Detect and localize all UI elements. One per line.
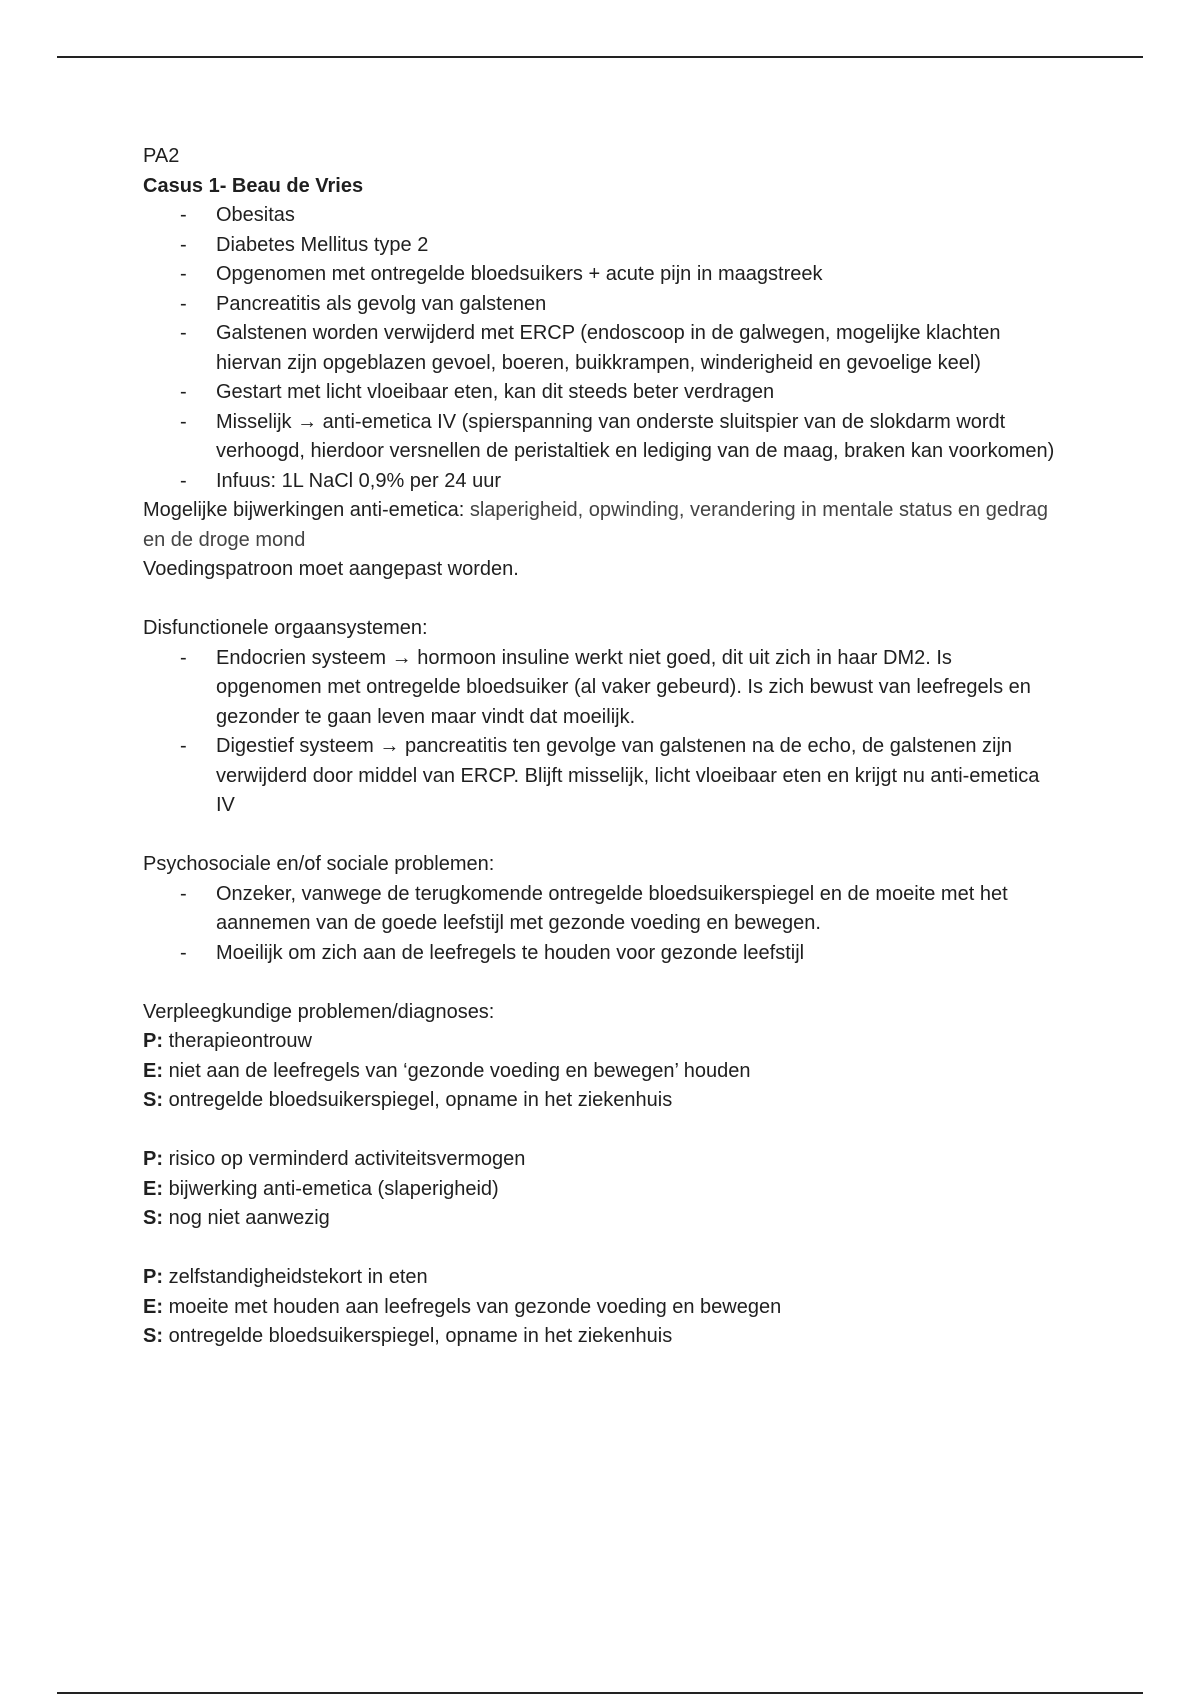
bullet: - bbox=[180, 381, 187, 403]
side-effects-text: slaperigheid, opwinding, verandering in mentale status en gedrag en de droge mond bbox=[143, 499, 1048, 551]
nutrition-note: Voedingspatroon moet aangepast worden. bbox=[143, 558, 519, 580]
spacer bbox=[143, 585, 1063, 615]
list-item: - Obesitas bbox=[143, 201, 1063, 231]
psychosocial-heading: Psychosociale en/of sociale problemen: bbox=[143, 853, 495, 875]
bullet: - bbox=[180, 882, 187, 905]
list-item: - Galstenen worden verwijderd met ERCP (endoscoop in de galwegen, mogelijke klachten hiervan zijn opgeblazen gevoel, boeren, buikkrampen, winderigheid en gevoelige keel) bbox=[143, 319, 1063, 378]
case-list bbox=[143, 201, 1063, 496]
list-item: - Misselijk → anti-emetica IV (spierspanning van onderste sluitspier van de slokdarm wordt verhoogd, hierdoor versnellen de peristaltiek en lediging van de maag, braken kan voorkomen) bbox=[143, 408, 1063, 467]
diagnosis-symptoms: S: nog niet aanwezig bbox=[143, 1207, 330, 1229]
diagnosis-etiology: E: bijwerking anti-emetica (slaperigheid) bbox=[143, 1177, 499, 1200]
bullet: - bbox=[180, 410, 187, 433]
nursing-heading: Verpleegkundige problemen/diagnoses: bbox=[143, 1000, 495, 1023]
diagnosis-block bbox=[143, 1027, 1063, 1116]
bullet: - bbox=[180, 292, 187, 315]
header-rule bbox=[57, 56, 1143, 58]
spacer bbox=[143, 968, 1063, 998]
document-body bbox=[143, 142, 1063, 1352]
diagnosis-block bbox=[143, 1145, 1063, 1234]
diagnosis-symptoms: S: ontregelde bloedsuikerspiegel, opname in het ziekenhuis bbox=[143, 1089, 673, 1111]
side-effects bbox=[143, 496, 1063, 555]
bullet: - bbox=[180, 322, 187, 344]
list-item: - Infuus: 1L NaCl 0,9% per 24 uur bbox=[143, 467, 1063, 497]
diagnosis-etiology: E: niet aan de leefregels van ‘gezonde voeding en bewegen’ houden bbox=[143, 1059, 751, 1082]
spacer bbox=[143, 1234, 1063, 1264]
psychosocial-list bbox=[143, 880, 1063, 969]
list-item: - Pancreatitis als gevolg van galstenen bbox=[143, 290, 1063, 320]
spacer bbox=[143, 821, 1063, 851]
bullet: - bbox=[180, 735, 187, 757]
organ-systems-list bbox=[143, 644, 1063, 821]
bullet: - bbox=[180, 646, 187, 669]
list-item: - Opgenomen met ontregelde bloedsuikers + acute pijn in maagstreek bbox=[143, 260, 1063, 290]
diagnosis-etiology: E: moeite met houden aan leefregels van gezonde voeding en bewegen bbox=[143, 1295, 782, 1318]
footer-rule bbox=[57, 1692, 1143, 1694]
bullet: - bbox=[180, 263, 187, 285]
case-title: Casus 1- Beau de Vries bbox=[143, 174, 364, 197]
list-item: - Moeilijk om zich aan de leefregels te houden voor gezonde leefstijl bbox=[143, 939, 1063, 969]
list-item: - Digestief systeem → pancreatitis ten gevolge van galstenen na de echo, de galstenen zijn verwijderd door middel van ERCP. Blijft misselijk, licht vloeibaar eten en krijgt nu anti-emetica IV bbox=[143, 732, 1063, 821]
diagnosis-problem: P: risico op verminderd activiteitsvermogen bbox=[143, 1148, 526, 1170]
list-item: - Gestart met licht vloeibaar eten, kan dit steeds beter verdragen bbox=[143, 378, 1063, 408]
diagnosis-symptoms: S: ontregelde bloedsuikerspiegel, opname in het ziekenhuis bbox=[143, 1325, 673, 1347]
diagnosis-problem: P: zelfstandigheidstekort in eten bbox=[143, 1266, 428, 1288]
bullet: - bbox=[180, 941, 187, 964]
diagnosis-problem: P: therapieontrouw bbox=[143, 1030, 312, 1052]
spacer bbox=[143, 1116, 1063, 1146]
bullet: - bbox=[180, 233, 187, 256]
list-item: - Endocrien systeem → hormoon insuline werkt niet goed, dit uit zich in haar DM2. Is opgenomen met ontregelde bloedsuiker (al vaker gebeurd). Is zich bewust van leefregels en gezonder te gaan leven maar vindt dat moeilijk. bbox=[143, 644, 1063, 733]
list-item: - Diabetes Mellitus type 2 bbox=[143, 231, 1063, 261]
diagnosis-block bbox=[143, 1263, 1063, 1352]
bullet: - bbox=[180, 469, 187, 492]
organ-systems-heading: Disfunctionele orgaansystemen: bbox=[143, 617, 428, 639]
list-item: - Onzeker, vanwege de terugkomende ontregelde bloedsuikerspiegel en de moeite met het aannemen van de goede leefstijl met gezonde voeding en bewegen. bbox=[143, 880, 1063, 939]
bullet: - bbox=[180, 204, 187, 226]
document-code: PA2 bbox=[143, 145, 180, 167]
side-effects-label: Mogelijke bijwerkingen anti-emetica: bbox=[143, 499, 470, 521]
